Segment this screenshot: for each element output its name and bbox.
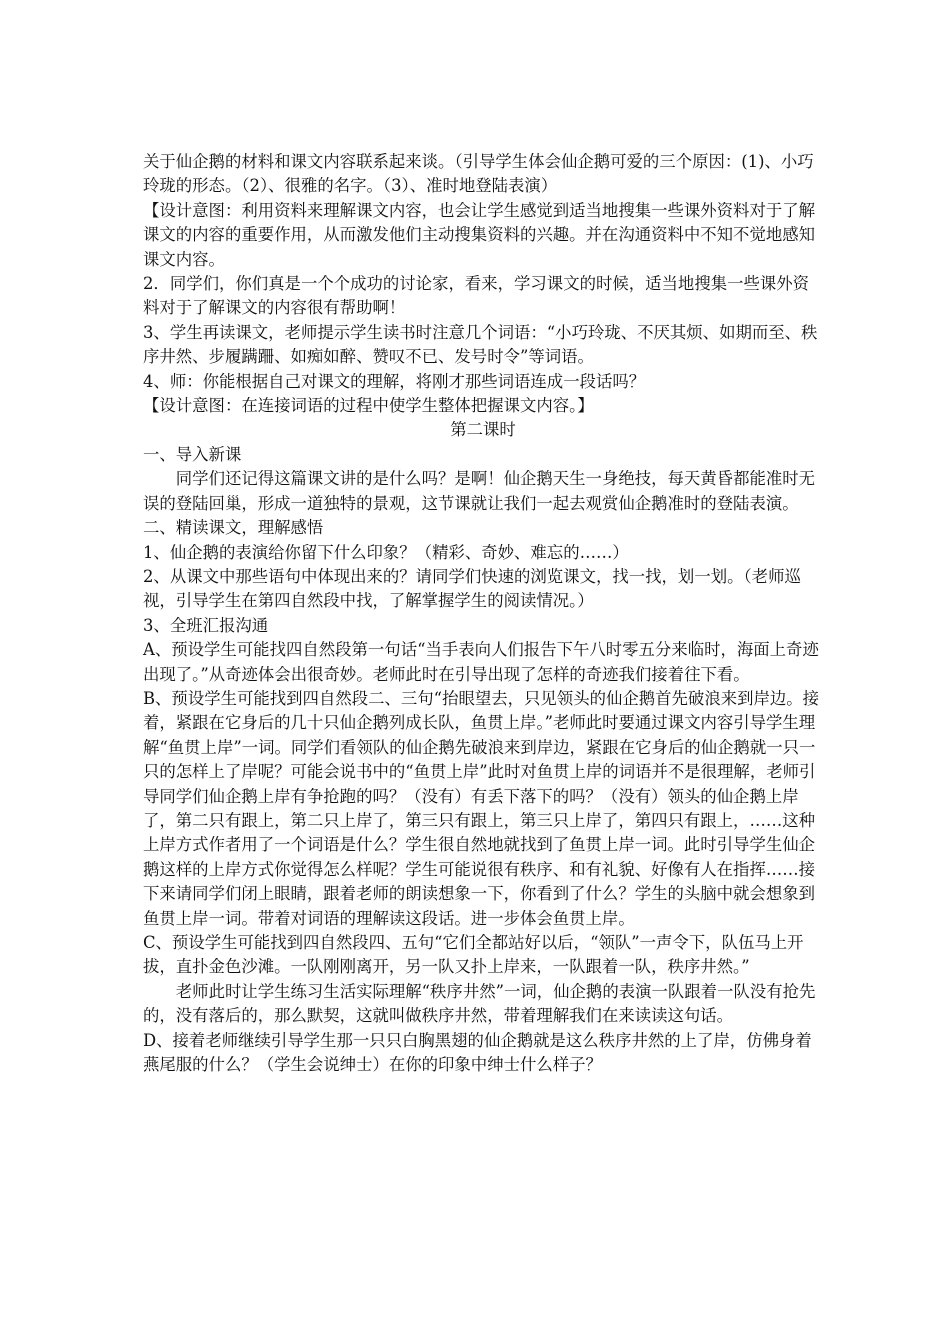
- paragraph-case-d: D、接着老师继续引导学生那一只只白胸黑翅的仙企鹅就是这么秩序井然的上了岸，仿佛身着燕尾服的什么？（学生会说绅士）在你的印象中绅士什么样子？: [143, 1030, 812, 1075]
- paragraph-design-intent-1: 【设计意图：利用资料来理解课文内容，也会让学生感觉到适当地搜集一些课外资料对于了解课文的内容的重要作用，从而激发他们主动搜集资料的兴趣。并在沟通资料中不知不觉地感知课文内容。: [143, 200, 816, 269]
- heading-introduce-lesson: 一、导入新课: [143, 444, 242, 464]
- document-body: [143, 150, 823, 1077]
- paragraph-case-c: C、预设学生可能找到四自然段四、五句“它们全都站好以后，“领队”一声令下，队伍马上开拔，直扑金色沙滩。一队刚刚离开，另一队又扑上岸来，一队跟着一队，秩序井然。”: [143, 933, 804, 977]
- paragraph-case-a: A、预设学生可能找四自然段第一句话“当手表向人们报告下午八时零五分来临时，海面上奇迹出现了。”从奇迹体会出很奇妙。老师此时在引导出现了怎样的奇迹我们接着往下看。: [143, 640, 819, 684]
- paragraph-introduction: 同学们还记得这篇课文讲的是什么吗？是啊！仙企鹅天生一身绝技，每天黄昏都能准时无误的登陆回巢，形成一道独特的景观，这节课就让我们一起去观赏仙企鹅准时的登陆表演。: [143, 469, 816, 513]
- paragraph-question-1: 1、仙企鹅的表演给你留下什么印象？（精彩、奇妙、难忘的……）: [143, 542, 629, 562]
- paragraph-question-2: 2、从课文中那些语句中体现出来的？请同学们快速的浏览课文，找一找，划一划。（老师巡视，引导学生在第四自然段中找，了解掌握学生的阅读情况。）: [143, 566, 801, 611]
- paragraph-case-b: B、预设学生可能找到四自然段二、三句“抬眼望去，只见领头的仙企鹅首先破浪来到岸边。接着，紧跟在它身后的几十只仙企鹅列成长队，鱼贯上岸。”老师此时要通过课文内容引导学生理解“鱼贯上岸”一词。同学们看领队的仙企鹅先破浪来到岸边，紧跟在它身后的仙企鹅就一只一只的怎样上了岸呢？可能会说书中的“鱼贯上岸”此时对鱼贯上岸的词语并不是很理解，老师引导同学们仙企鹅上岸有争抢跑的吗？（没有）有丢下落下的吗？（没有）领头的仙企鹅上岸了，第二只有跟上，第二只上岸了，第三只有跟上，第三只上岸了，第四只有跟上，……这种上岸方式作者用了一个词语是什么？学生很自然地就找到了鱼贯上岸一词。此时引导学生仙企鹅这样的上岸方式你觉得怎么样呢？学生可能说很有秩序、和有礼貌、好像有人在指挥……接下来请同学们闭上眼睛，跟着老师的朗读想象一下，你看到了什么？学生的头脑中就会想象到鱼贯上岸一词。带着对词语的理解读这段话。进一步体会鱼贯上岸。: [143, 688, 820, 928]
- paragraph-step-2: 2．同学们，你们真是一个个成功的讨论家，看来，学习课文的时候，适当地搜集一些课外资料对于了解课文的内容很有帮助啊！: [143, 274, 810, 318]
- paragraph-step-3: 3、学生再读课文，老师提示学生读书时注意几个词语：“小巧玲珑、不厌其烦、如期而至、秩序井然、步履蹒跚、如痴如醉、赞叹不已、发号时令”等词语。: [143, 322, 818, 367]
- paragraph-orderly-explanation: 老师此时让学生练习生活实际理解“秩序井然”一词，仙企鹅的表演一队跟着一队没有抢先的，没有落后的，那么默契，这就叫做秩序井然，带着理解我们在来读读这句话。: [143, 981, 816, 1026]
- section-heading-second-lesson: 第二课时: [450, 420, 516, 440]
- paragraph-intro-discussion: 关于仙企鹅的材料和课文内容联系起来谈。（引导学生体会仙企鹅可爱的三个原因：(1)、小巧玲珑的形态。（2）、很雅的名字。（3）、准时地登陆表演）: [143, 152, 814, 196]
- paragraph-step-4: 4、师：你能根据自己对课文的理解，将刚才那些词语连成一段话吗？: [143, 371, 646, 391]
- heading-intensive-reading: 二、精读课文，理解感悟: [143, 518, 324, 538]
- paragraph-design-intent-2: 【设计意图：在连接词语的过程中使学生整体把握课文内容。】: [143, 396, 594, 416]
- paragraph-class-report: 3、全班汇报沟通: [143, 615, 269, 635]
